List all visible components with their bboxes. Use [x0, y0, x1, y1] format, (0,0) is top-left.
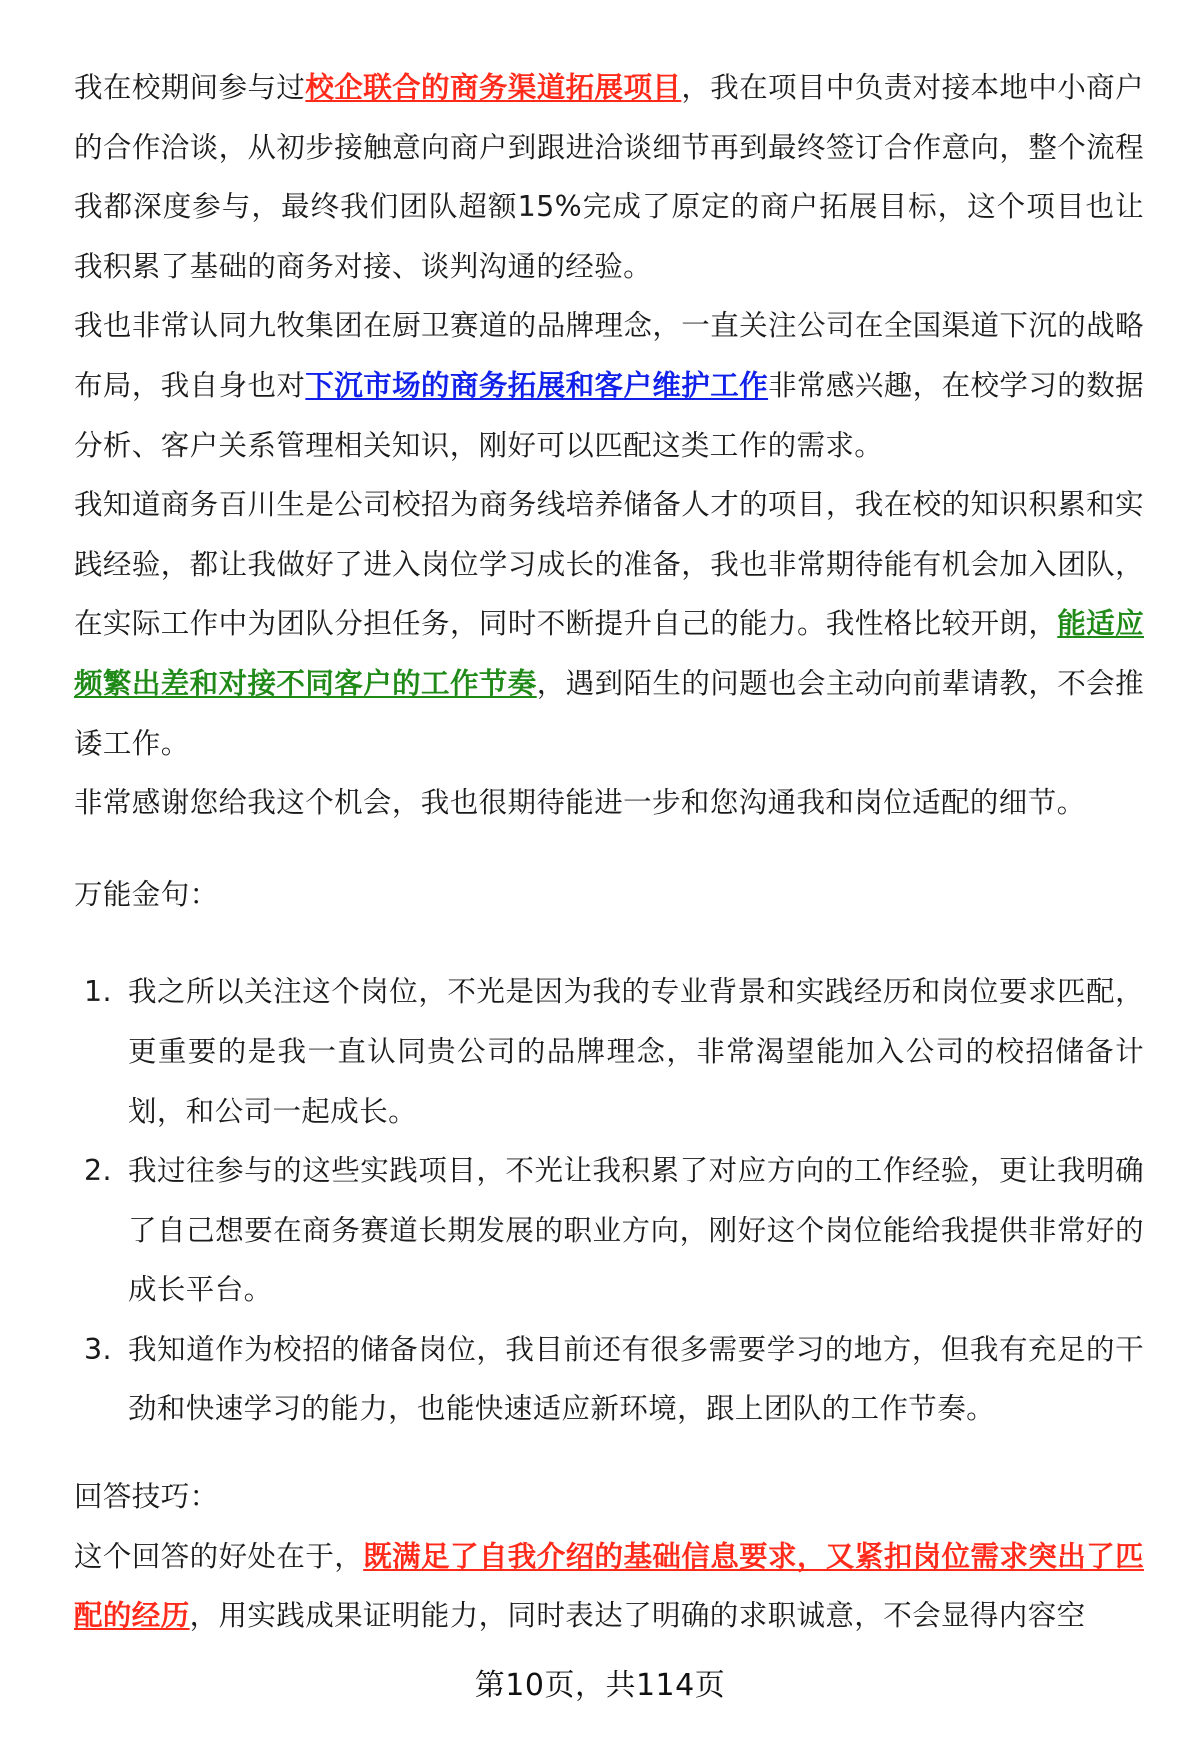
- paragraph-2: [74, 296, 1144, 475]
- paragraph-text: 我知道商务百川生是公司校招为商务线培养储备人才的项目，我在校的知识积累和实践经验，都让我做好了进入岗位学习成长的准备，我也非常期待能有机会加入团队，在实际工作中为团队分担任务，同时不断提升自己的能力。我性格比较开朗，: [74, 488, 1144, 641]
- list-item: [74, 1320, 1144, 1439]
- list-item-text: 我之所以关注这个岗位，不光是因为我的专业背景和实践经历和岗位要求匹配，更重要的是我一直认同贵公司的品牌理念，非常渴望能加入公司的校招储备计划，和公司一起成长。: [128, 975, 1144, 1128]
- paragraph-text: 我也非常认同九牧集团在厨卫赛道的品牌理念，一直关注公司在全国渠道下沉的战略布局，我自身也对: [74, 309, 1144, 402]
- paragraph-text: 我在校期间参与过: [74, 71, 306, 104]
- highlight-red: 既满足了自我介绍的基础信息要求，又紧扣岗位需求突出了匹配的经历: [74, 1539, 1144, 1633]
- paragraph-text: 非常感兴趣，在校学习的数据分析、客户关系管理相关知识，刚好可以匹配这类工作的需求。: [74, 368, 1145, 462]
- paragraph-text: ，遇到陌生的问题也会主动向前辈请教，不会推诿工作。: [74, 666, 1145, 760]
- highlight-red: 校企联合的商务渠道拓展项目: [305, 71, 682, 104]
- paragraph-text: ，我在项目中负责对接本地中小商户的合作洽谈，从初步接触意向商户到跟进洽谈细节再到最终签订合作意向，整个流程我都深度参与，最终我们团队超额15%完成了原定的商户拓展目标，这个项目也让我积累了基础的商务对接、谈判沟通的经验。: [74, 71, 1145, 283]
- highlight-blue: 下沉市场的商务拓展和客户维护工作: [305, 368, 769, 402]
- list-number: 2.: [84, 1154, 112, 1188]
- document-page: [74, 58, 1144, 1646]
- paragraph-text: ，用实践成果证明能力，同时表达了明确的求职诚意，不会显得内容空: [189, 1599, 1086, 1633]
- list-number: 1.: [84, 975, 112, 1009]
- list-item-text: 我知道作为校招的储备岗位，我目前还有很多需要学习的地方，但我有充足的干劲和快速学习的能力，也能快速适应新环境，跟上团队的工作节奏。: [128, 1332, 1144, 1426]
- highlight-green: 能适应频繁出差和对接不同客户的工作节奏: [74, 607, 1145, 700]
- list-item: [74, 962, 1144, 1141]
- paragraph-text: 非常感谢您给我这个机会，我也很期待能进一步和您沟通我和岗位适配的细节。: [74, 786, 1086, 820]
- answer-tips-heading: 回答技巧：: [74, 1480, 219, 1514]
- list-item-text: 我过往参与的这些实践项目，不光让我积累了对应方向的工作经验，更让我明确了自己想要在商务赛道长期发展的职业方向，刚好这个岗位能给我提供非常好的成长平台。: [128, 1154, 1144, 1307]
- page-footer: 第10页，共114页: [474, 1668, 726, 1703]
- paragraph-4: [74, 773, 1144, 833]
- golden-sentences-heading: 万能金句：: [74, 877, 219, 911]
- paragraph-3: [74, 475, 1144, 773]
- list-item: [74, 1141, 1144, 1320]
- paragraph-1: [74, 58, 1144, 296]
- list-number: 3.: [84, 1332, 112, 1366]
- tips-paragraph: [74, 1527, 1144, 1646]
- golden-sentences-list: [74, 962, 1144, 1439]
- paragraph-text: 这个回答的好处在于，: [74, 1539, 364, 1573]
